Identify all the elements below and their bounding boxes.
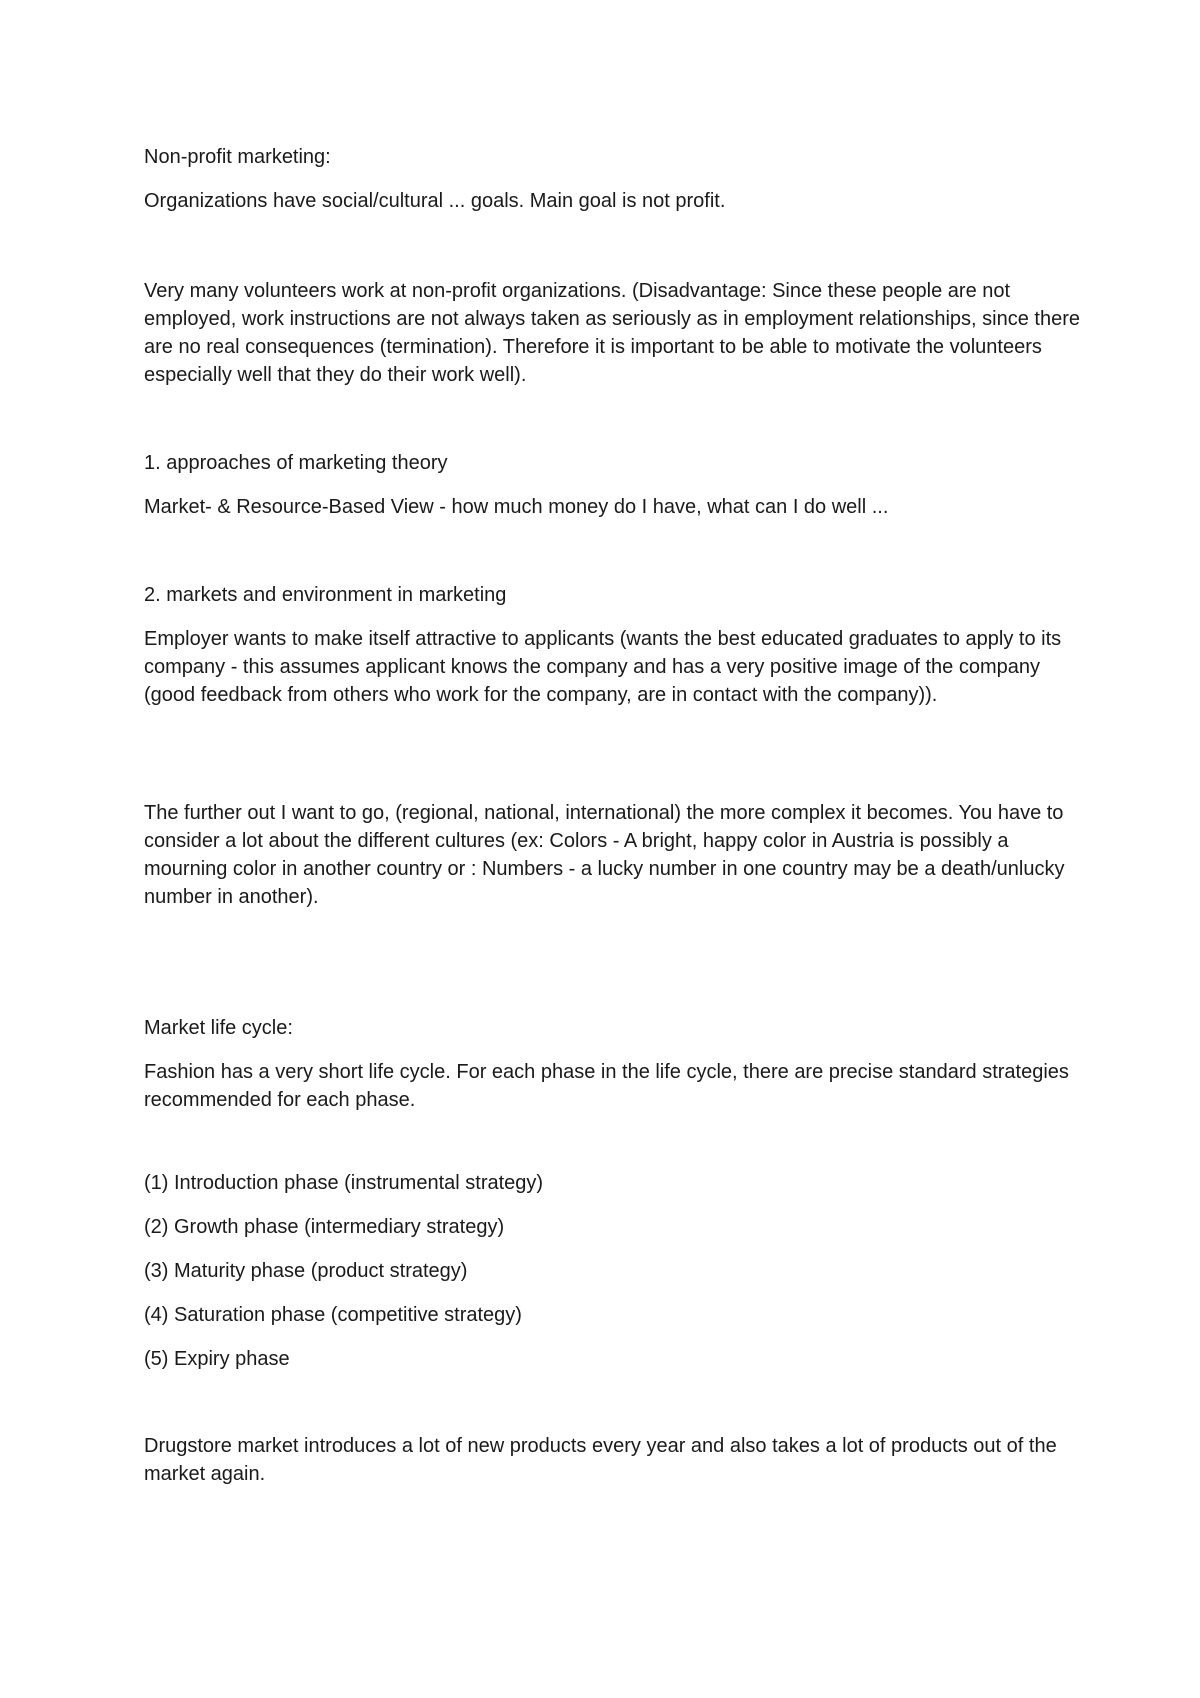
paragraph-drugstore-market: Drugstore market introduces a lot of new products every year and also takes a lot of products out of the market again. [144,1435,1057,1485]
list-item-maturity-phase: (3) Maturity phase (product strategy) [144,1260,468,1282]
paragraph-further-out-cultures: The further out I want to go, (regional, national, international) the more complex it becomes. You have to consider a lot about the different cultures (ex: Colors - A bright, happy color in Austria is possibly a mourning color in another country or : Numbers - a lucky number in one country may be a death/unlucky number in another). [144,802,1065,908]
list-item-saturation-phase: (4) Saturation phase (competitive strategy) [144,1304,522,1326]
paragraph-fashion-life-cycle: Fashion has a very short life cycle. For each phase in the life cycle, there are precise standard strategies recommended for each phase. [144,1061,1069,1111]
heading-markets-environment: 2. markets and environment in marketing [144,584,507,606]
paragraph-employer-attractive: Employer wants to make itself attractive to applicants (wants the best educated graduates to apply to its company - this assumes applicant knows the company and has a very positive image of the company (good feedback from others who work for the company, are in contact with the company)). [144,628,1062,706]
list-item-expiry-phase: (5) Expiry phase [144,1348,290,1370]
paragraph-market-resource-based-view: Market- & Resource-Based View - how much money do I have, what can I do well ... [144,496,889,518]
list-item-growth-phase: (2) Growth phase (intermediary strategy) [144,1216,505,1238]
list-item-introduction-phase: (1) Introduction phase (instrumental strategy) [144,1172,544,1194]
paragraph-organizations-goals: Organizations have social/cultural ... goals. Main goal is not profit. [144,190,726,212]
heading-non-profit-marketing: Non-profit marketing: [144,146,331,168]
heading-market-life-cycle: Market life cycle: [144,1017,293,1039]
paragraph-volunteers: Very many volunteers work at non-profit organizations. (Disadvantage: Since these people are not employed, work instructions are not always taken as seriously as in employment relationships, since there are no real consequences (termination). Therefore it is important to be able to motivate the volunteers especially well that they do their work well). [144,280,1080,386]
heading-approaches-marketing-theory: 1. approaches of marketing theory [144,452,448,474]
